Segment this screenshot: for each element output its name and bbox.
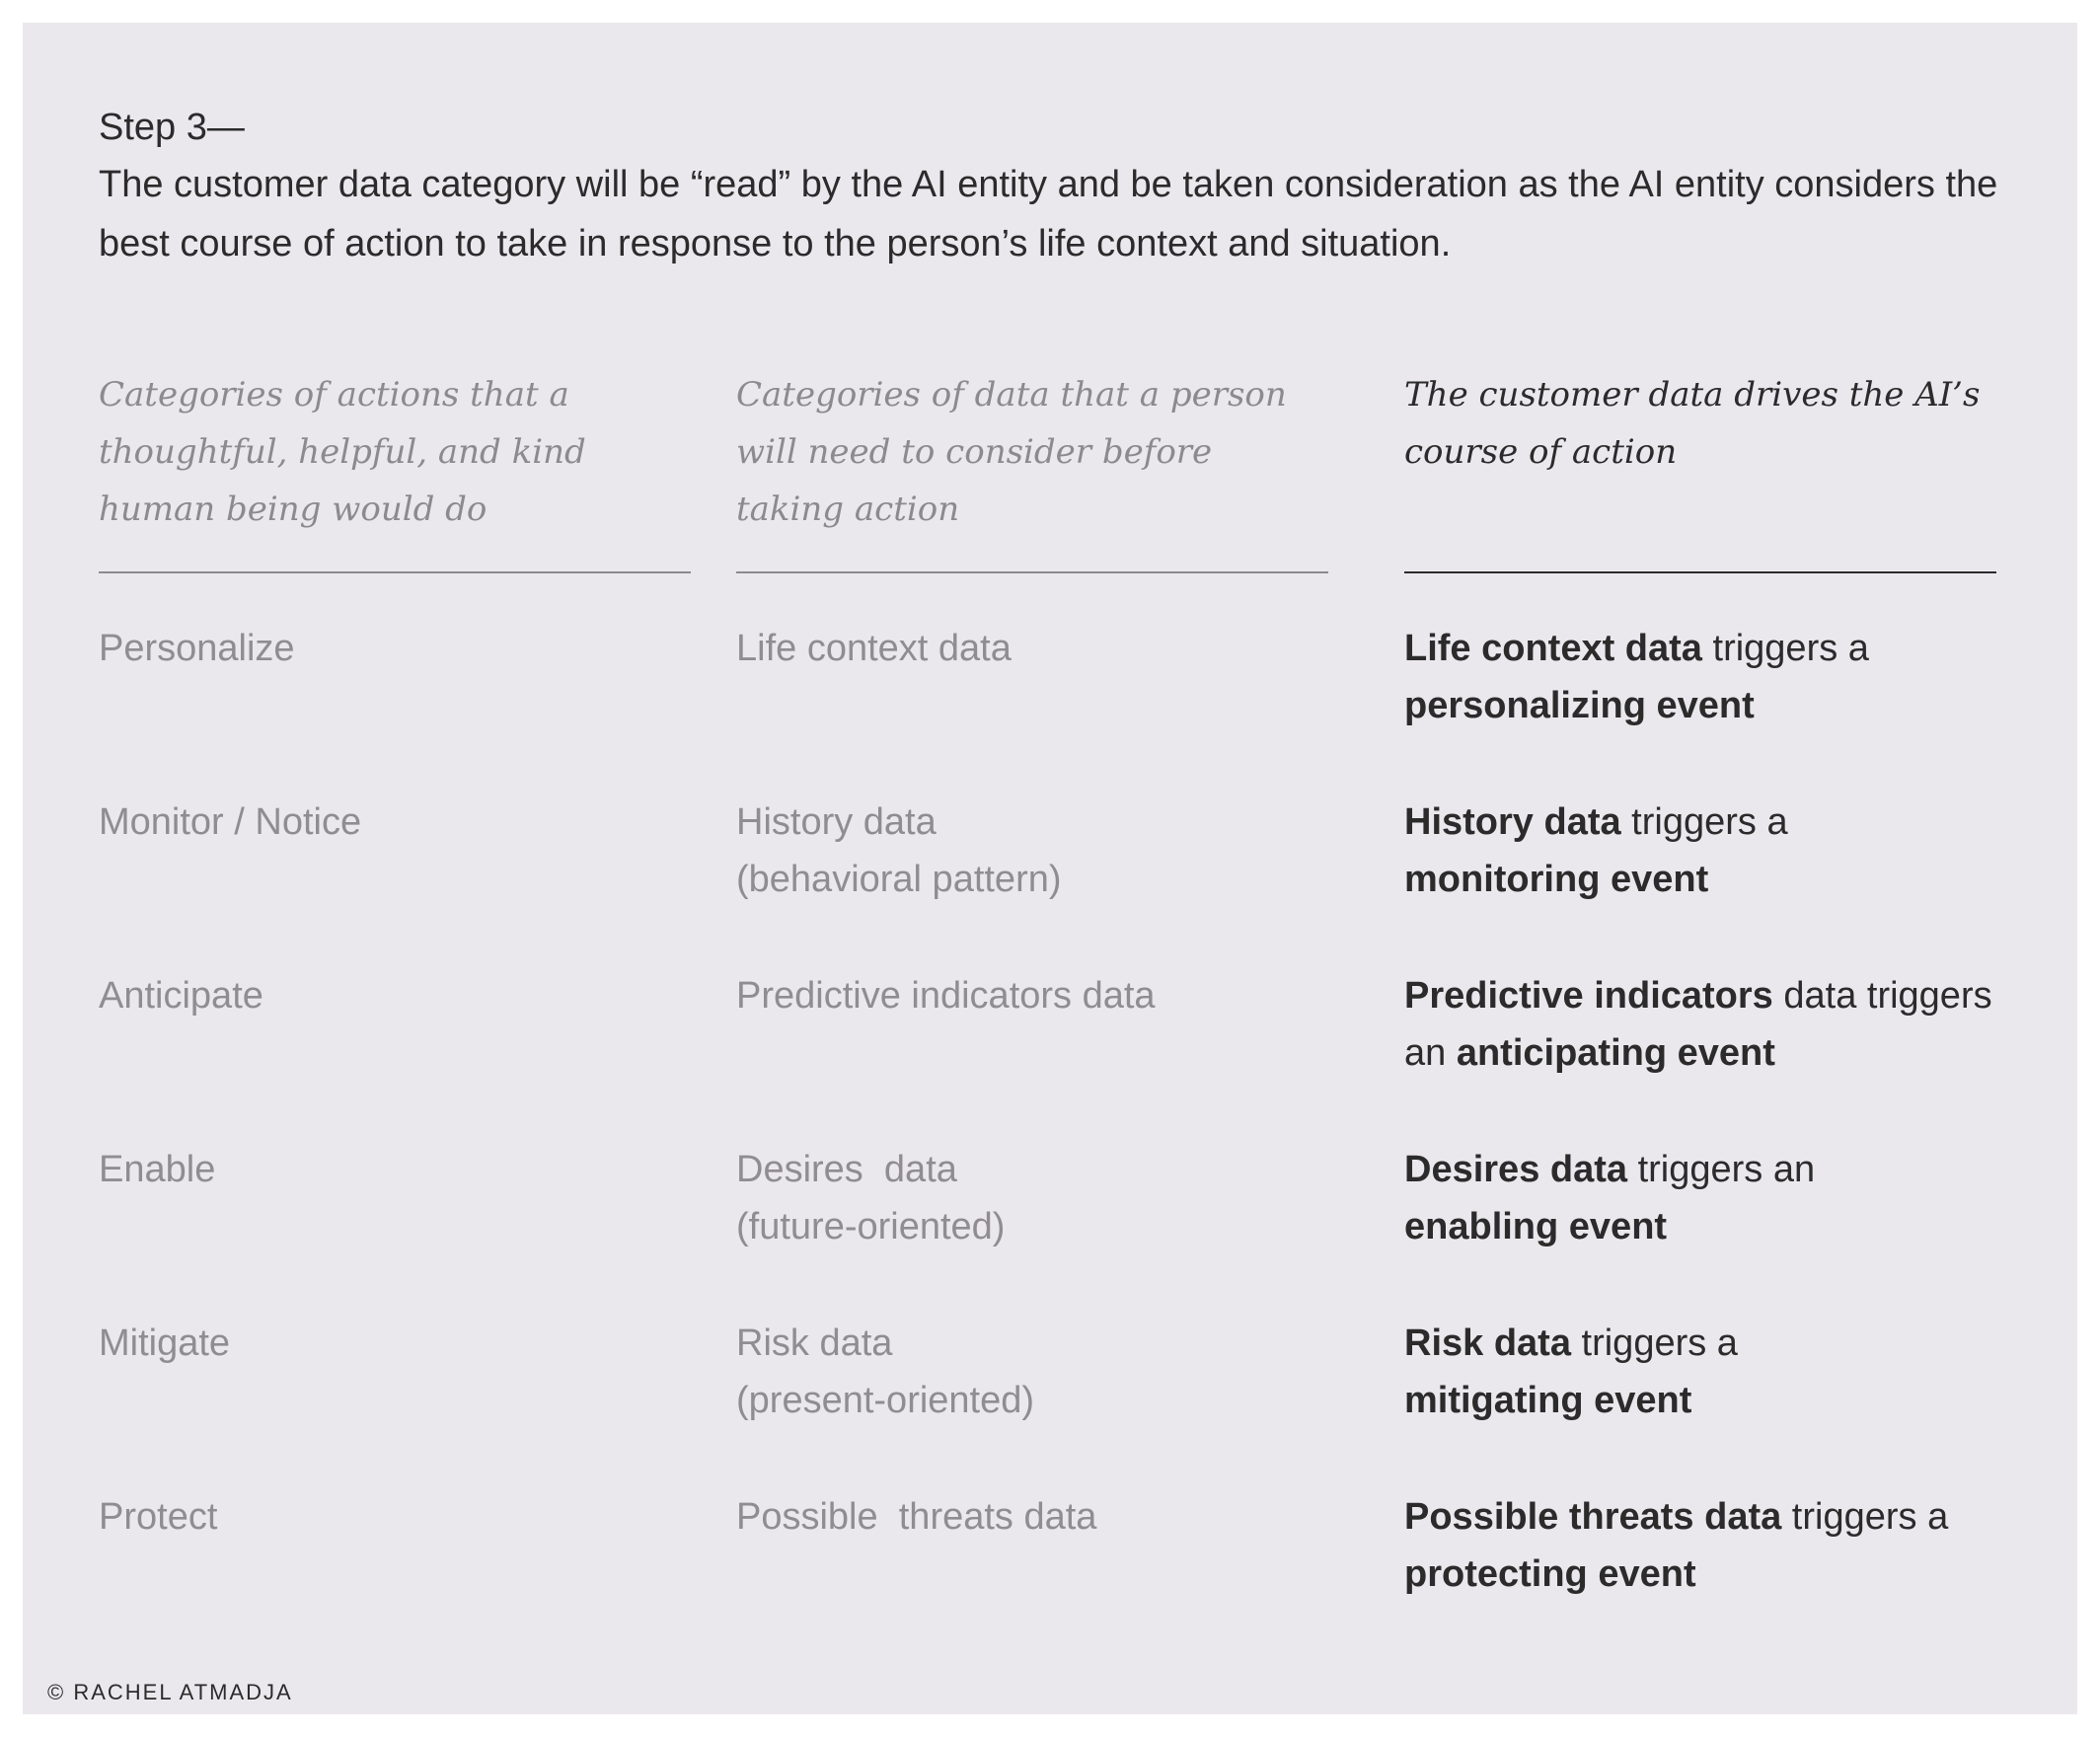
result-data-term: History data [1404, 801, 1621, 843]
table-row [0, 1488, 2100, 1662]
table-row [0, 793, 2100, 967]
result-cell [1404, 1315, 2036, 1429]
result-data-term: Desires data [1404, 1149, 1628, 1190]
result-event: enabling event [1404, 1206, 1668, 1247]
result-connector: triggers a [1701, 628, 1869, 669]
table-row [0, 620, 2100, 793]
action-cell: Monitor / Notice [99, 801, 362, 843]
data-line: Possible threats data [736, 1496, 1097, 1538]
category-table [0, 620, 2100, 1662]
result-data-term: Life context data [1404, 628, 1702, 669]
action-cell: Mitigate [99, 1322, 231, 1364]
drives-column-divider [1404, 571, 1996, 573]
result-event: monitoring event [1404, 859, 1709, 900]
data-line: (present-oriented) [736, 1380, 1035, 1421]
data-cell [736, 793, 1348, 908]
table-row [0, 1315, 2100, 1488]
result-connector: triggers a [1781, 1496, 1949, 1538]
data-column-divider [736, 571, 1328, 573]
result-event: protecting event [1404, 1553, 1696, 1595]
action-cell: Protect [99, 1496, 218, 1538]
data-line: (future-oriented) [736, 1206, 1006, 1247]
data-line: Life context data [736, 628, 1012, 669]
result-lead: an [1404, 1032, 1457, 1074]
data-line: Desires data [736, 1149, 957, 1190]
step-description: The customer data category will be “read” by the AI entity and be taken consideration as the AI entity considers the best course of action to take in response to the person’s life context and situation. [99, 164, 1998, 264]
action-cell: Personalize [99, 628, 295, 669]
result-event: anticipating event [1456, 1032, 1775, 1074]
result-cell [1404, 1141, 2036, 1255]
result-connector: triggers an [1627, 1149, 1816, 1190]
data-cell [736, 1315, 1348, 1429]
result-cell [1404, 1488, 2036, 1603]
actions-column-header: Categories of actions that a thoughtful, helpful, and kind human being would do [99, 375, 586, 529]
table-row [0, 1141, 2100, 1315]
drives-column-header: The customer data drives the AI’s course of action [1404, 375, 1981, 472]
result-connector: triggers a [1570, 1322, 1738, 1364]
data-line: Risk data [736, 1322, 893, 1364]
data-cell [736, 1141, 1348, 1255]
result-cell [1404, 967, 2036, 1082]
result-event: personalizing event [1404, 685, 1755, 726]
result-data-term: Predictive indicators [1404, 975, 1773, 1017]
result-cell [1404, 620, 2036, 734]
data-cell [736, 967, 1348, 1024]
result-data-term: Possible threats data [1404, 1496, 1782, 1538]
result-connector: data triggers [1772, 975, 1992, 1017]
copyright-credit: © RACHEL ATMADJA [47, 1680, 293, 1704]
result-cell [1404, 793, 2036, 908]
result-data-term: Risk data [1404, 1322, 1571, 1364]
action-cell: Anticipate [99, 975, 263, 1017]
result-connector: triggers a [1620, 801, 1788, 843]
data-line: (behavioral pattern) [736, 859, 1062, 900]
data-cell [736, 620, 1348, 677]
data-line: Predictive indicators data [736, 975, 1156, 1017]
data-line: History data [736, 801, 937, 843]
data-cell [736, 1488, 1348, 1546]
result-event: mitigating event [1404, 1380, 1692, 1421]
data-column-header: Categories of data that a person will need to consider before taking action [736, 375, 1287, 529]
table-row [0, 967, 2100, 1141]
actions-column-divider [99, 571, 691, 573]
action-cell: Enable [99, 1149, 216, 1190]
step-heading: Step 3— [99, 107, 245, 148]
